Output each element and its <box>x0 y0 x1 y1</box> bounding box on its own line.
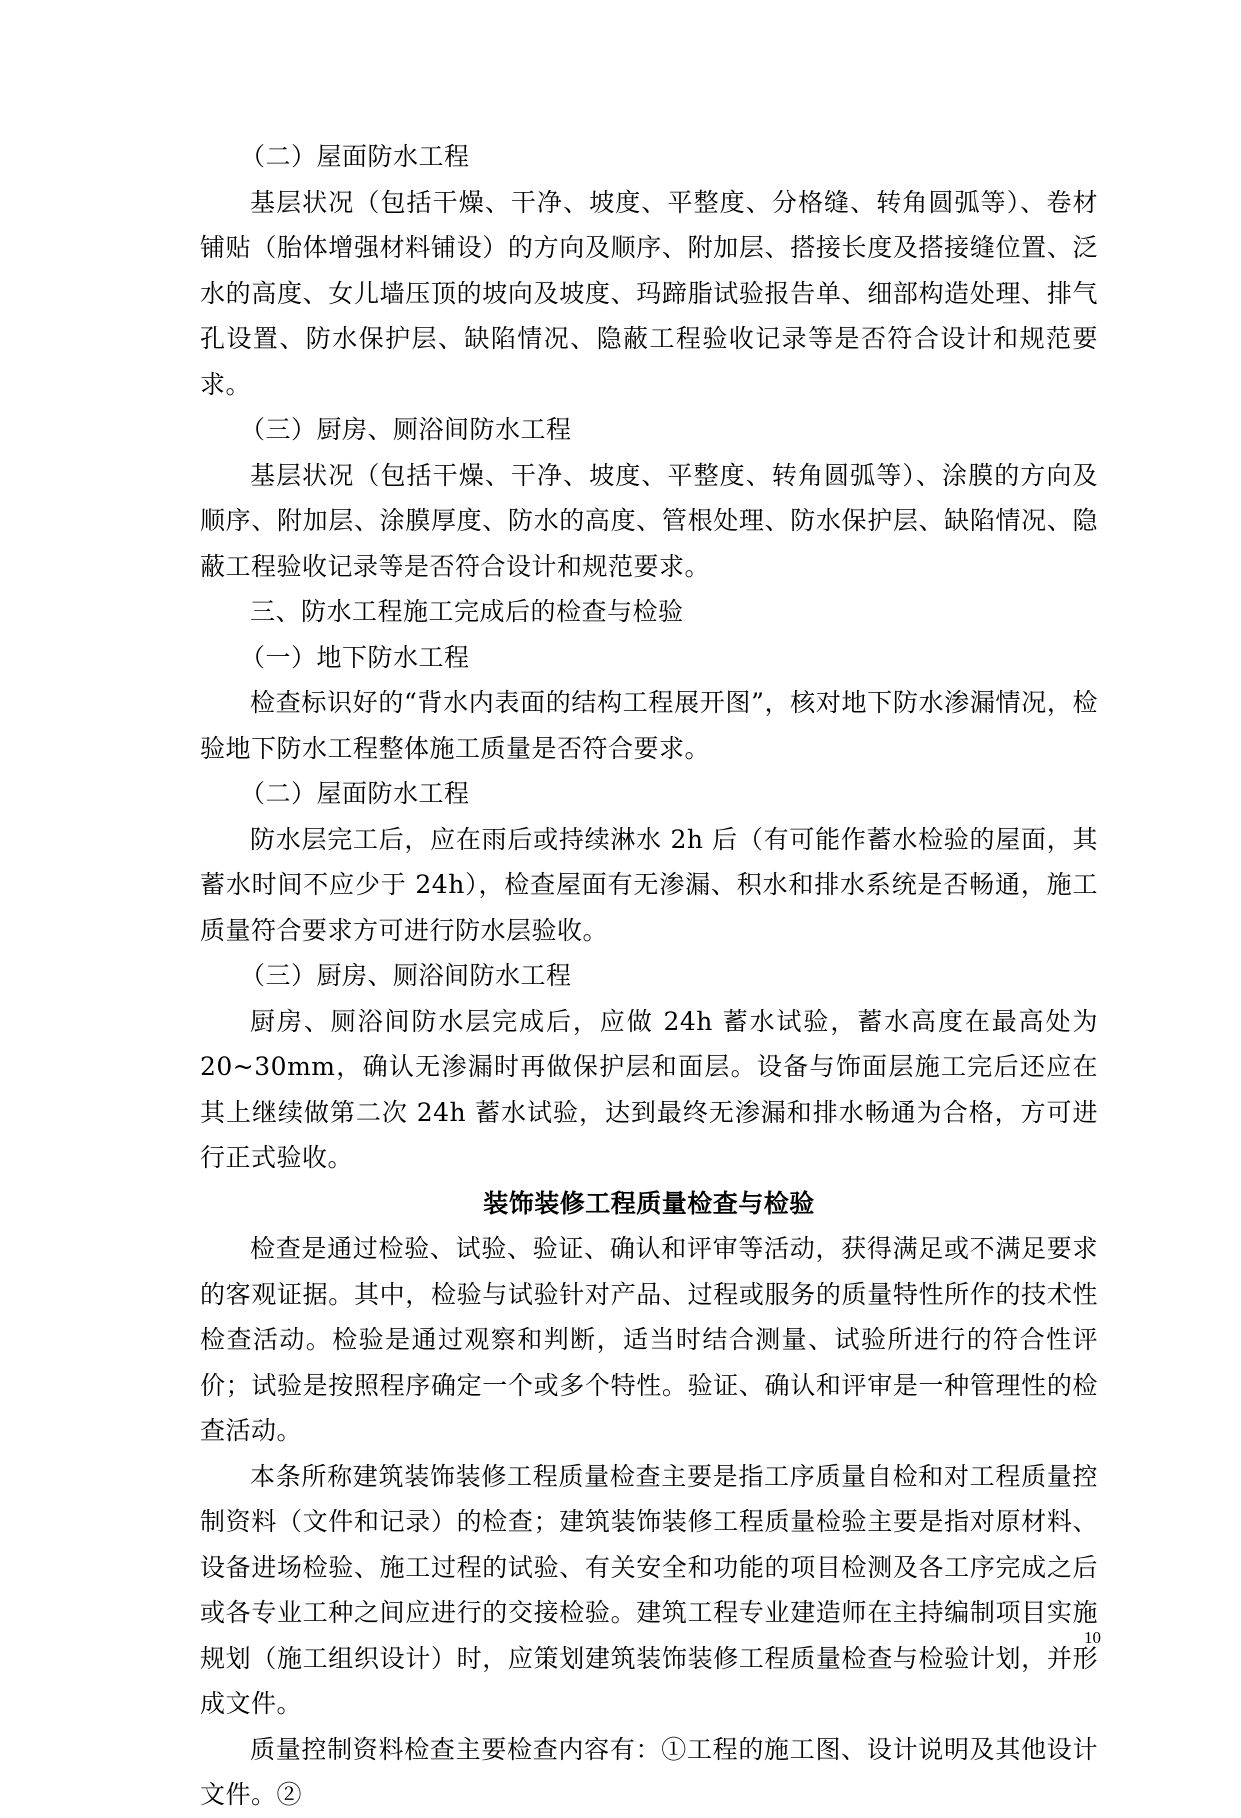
title-decoration-quality-inspection: 装饰装修工程质量检查与检验 <box>483 1188 815 1218</box>
section-heading-underground-waterproofing: （一）地下防水工程 <box>240 642 470 672</box>
section-heading-post-completion-inspection: 三、防水工程施工完成后的检查与检验 <box>250 597 684 626</box>
paragraph-underground-check: 检查标识好的“背水内表面的结构工程展开图”，核对地下防水渗漏情况，检验地下防水工程整体施工质量是否符合要求。 <box>200 688 1098 763</box>
paragraph-inspection-scope: 本条所称建筑装饰装修工程质量检查主要是指工序质量自检和对工程质量控制资料（文件和记录）的检查；建筑装饰装修工程质量检验主要是指对原材料、设备进场检验、施工过程的试验、有关安全和功能的项目检测及各工序完成之后或各专业工种之间应进行的交接检验。建筑工程专业建造师在主持编制项目实施规划（施工组织设计）时，应策划建筑装饰装修工程质量检查与检验计划，并形成文件。 <box>200 1461 1098 1718</box>
paragraph-roof-water-test: 防水层完工后，应在雨后或持续淋水 2h 后（有可能作蓄水检验的屋面，其蓄水时间不应少于 24h），检查屋面有无渗漏、积水和排水系统是否畅通，施工质量符合要求方可进行防水层验收。 <box>200 824 1098 945</box>
section-heading-kitchen-bathroom-waterproofing-2: （三）厨房、厕浴间防水工程 <box>240 961 572 990</box>
page-body <box>200 134 1098 1818</box>
paragraph-roof-base-inspection: 基层状况（包括干燥、干净、坡度、平整度、分格缝、转角圆弧等）、卷材铺贴（胎体增强材料铺设）的方向及顺序、附加层、搭接长度及搭接缝位置、泛水的高度、女儿墙压顶的坡向及坡度、玛蹄脂试验报告单、细部构造处理、排气孔设置、防水保护层、缺陷情况、隐蔽工程验收记录等是否符合设计和规范要求。 <box>200 187 1098 399</box>
section-heading-roof-waterproofing-2: （二）屋面防水工程 <box>240 779 470 808</box>
paragraph-kitchen-base-inspection: 基层状况（包括干燥、干净、坡度、平整度、转角圆弧等）、涂膜的方向及顺序、附加层、涂膜厚度、防水的高度、管根处理、防水保护层、缺陷情况、隐蔽工程验收记录等是否符合设计和规范要求。 <box>200 460 1098 581</box>
section-heading-kitchen-bathroom-waterproofing: （三）厨房、厕浴间防水工程 <box>240 415 572 444</box>
paragraph-inspection-definition: 检查是通过检验、试验、验证、确认和评审等活动，获得满足或不满足要求的客观证据。其中，检验与试验针对产品、过程或服务的质量特性所作的技术性检查活动。检验是通过观察和判断，适当时结合测量、试验所进行的符合性评价；试验是按照程序确定一个或多个特性。验证、确认和评审是一种管理性的检查活动。 <box>200 1234 1098 1445</box>
paragraph-quality-data-check: 质量控制资料检查主要检查内容有：①工程的施工图、设计说明及其他设计文件。② <box>200 1734 1098 1809</box>
page-number: 10 <box>1084 1628 1101 1647</box>
section-heading-roof-waterproofing: （二）屋面防水工程 <box>240 142 470 171</box>
paragraph-kitchen-water-test: 厨房、厕浴间防水层完成后，应做 24h 蓄水试验，蓄水高度在最高处为 20~30mm，确认无渗漏时再做保护层和面层。设备与饰面层施工完后还应在其上继续做第二次 24h 蓄水试验，达到最终无渗漏和排水畅通为合格，方可进行正式验收。 <box>200 1006 1098 1172</box>
